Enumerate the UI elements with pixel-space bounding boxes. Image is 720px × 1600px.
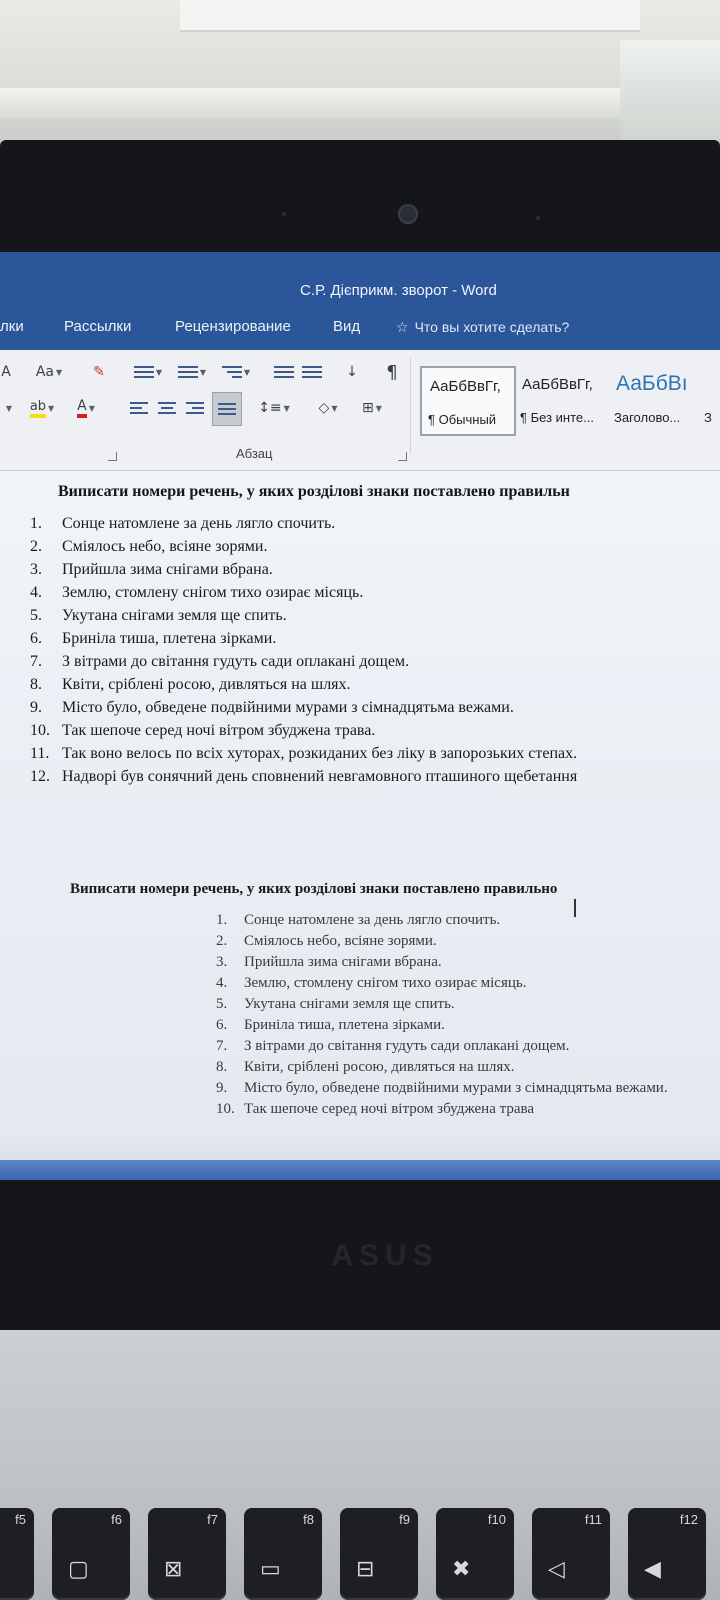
bezel-sensor-dot: [282, 212, 286, 216]
change-case-label: Aa: [35, 364, 54, 380]
function-key-f9[interactable]: [340, 1508, 418, 1600]
list-item: [216, 1101, 720, 1122]
list-item-number: 8.: [30, 676, 42, 693]
list-item-number: 3.: [30, 561, 42, 578]
chevron-down-icon: ▼: [375, 403, 382, 413]
list-item-text: Прийшла зима снігами вбрана.: [62, 561, 273, 578]
list-item-number: 1.: [216, 912, 228, 928]
list-item-text: Місто було, обведене подвійними мурами з сімнадцятьма вежами.: [62, 699, 514, 716]
list-item-number: 6.: [216, 1017, 228, 1033]
styles-gallery: [416, 366, 720, 438]
paragraph-group-label: Абзац: [236, 446, 273, 461]
bullets-button[interactable]: [128, 360, 168, 384]
highlighter-icon: ab: [30, 399, 46, 418]
list-item: [216, 1038, 720, 1059]
key-label: f5: [15, 1512, 26, 1527]
list-item-text: Сміялось небо, всіяне зорями.: [244, 933, 437, 949]
list-item-number: 11.: [30, 745, 50, 762]
list-item-text: Так шепоче серед ночі вітром збуджена трава: [244, 1101, 535, 1117]
tab-review[interactable]: Рецензирование: [175, 318, 291, 335]
chevron-down-icon: ▼: [331, 403, 338, 413]
webcam: [398, 204, 418, 224]
chevron-down-icon: ▼: [56, 367, 63, 377]
style-name: З: [704, 410, 712, 425]
function-key-f8[interactable]: [244, 1508, 322, 1600]
list-item-text: Бриніла тиша, плетена зірками.: [62, 630, 277, 647]
list-item-text: Землю, стомлену снігом тихо озирає місяць.: [244, 975, 527, 991]
list-item-number: 7.: [30, 653, 42, 670]
justify-button[interactable]: [212, 392, 242, 426]
ribbon-home: [0, 350, 720, 471]
paragraph-group-launcher[interactable]: [398, 452, 407, 461]
brand-logo: ASUS: [331, 1239, 439, 1272]
taskbar-edge: [0, 1160, 720, 1180]
lightbulb-icon: ☆: [396, 320, 409, 336]
display-off-icon: ▢: [68, 1557, 89, 1582]
paint-bucket-icon: ◇: [318, 400, 330, 416]
document-title: С.Р. Дієприкм. зворот - Word: [300, 282, 497, 299]
key-label: f8: [303, 1512, 314, 1527]
list-item-text: Прийшла зима снігами вбрана.: [244, 954, 442, 970]
ribbon-tabs: [0, 312, 720, 350]
numbering-icon: [178, 366, 198, 378]
function-key-f5[interactable]: [0, 1508, 34, 1600]
list-item: [216, 954, 720, 975]
function-key-row: [0, 1480, 720, 1600]
list-item-number: 3.: [216, 954, 228, 970]
task-heading-copy: Виписати номери речень, у яких розділові знаки поставлено правильно: [70, 881, 558, 897]
list-item-text: Укутана снігами земля ще спить.: [62, 607, 287, 624]
show-formatting-marks-icon[interactable]: ¶: [386, 361, 398, 383]
font-grow-icon[interactable]: A: [1, 364, 11, 380]
close-box-icon: ⊠: [164, 1557, 183, 1582]
function-key-f7[interactable]: [148, 1508, 226, 1600]
list-item-number: 2.: [216, 933, 228, 949]
list-item: [216, 1080, 720, 1101]
style-name: ¶ Обычный: [428, 412, 497, 427]
tab-links[interactable]: лки: [0, 318, 24, 335]
list-item-number: 12.: [30, 768, 50, 785]
highlight-color-button[interactable]: [22, 396, 62, 420]
font-group-launcher[interactable]: [108, 452, 117, 461]
align-left-button[interactable]: [128, 396, 150, 420]
list-item-text: Землю, стомлену снігом тихо озирає місяць.: [62, 584, 364, 601]
list-item-text: Місто було, обведене подвійними мурами з сімнадцятьма вежами.: [244, 1080, 668, 1096]
tab-view[interactable]: Вид: [333, 318, 361, 335]
background-box: [180, 0, 640, 32]
tell-me-placeholder: Что вы хотите сделать?: [414, 319, 570, 335]
change-case-button[interactable]: [28, 360, 70, 384]
list-item-text: Сміялось небо, всіяне зорями.: [62, 538, 268, 555]
list-item-number: 5.: [30, 607, 42, 624]
list-item-text: З вітрами до світання гудуть сади оплакані дощем.: [244, 1038, 570, 1054]
key-label: f6: [111, 1512, 122, 1527]
style-no-spacing[interactable]: [514, 366, 606, 436]
volume-up-icon: ◀: [644, 1557, 661, 1582]
list-item-number: 1.: [30, 515, 42, 532]
key-label: f9: [399, 1512, 410, 1527]
key-label: f10: [487, 1512, 506, 1527]
touchpad-toggle-icon: ⊟: [356, 1557, 375, 1582]
background-shelf: [0, 88, 720, 118]
style-heading2[interactable]: [698, 366, 720, 436]
chevron-down-icon: ▼: [243, 367, 251, 377]
background-room: [0, 0, 720, 150]
decrease-indent-icon: [274, 366, 294, 378]
list-item: [216, 933, 720, 954]
style-heading1[interactable]: [608, 366, 700, 436]
list-item-text: Надворі був сонячний день сповнений невгамовного пташиного щебетання: [62, 768, 578, 785]
multilevel-list-icon: [222, 366, 242, 378]
style-sample: АаБбВвГг,: [522, 376, 593, 393]
list-item: [216, 996, 720, 1017]
align-right-icon: [186, 402, 204, 414]
align-left-icon: [130, 402, 148, 414]
task-heading: Виписати номери речень, у яких розділові знаки поставлено правильн: [58, 483, 570, 500]
key-label: f11: [584, 1512, 602, 1527]
document-page[interactable]: [0, 471, 720, 1180]
laptop-screen: [0, 252, 720, 1180]
chevron-down-icon: ▼: [48, 403, 55, 413]
chevron-down-icon: ▼: [88, 403, 95, 413]
chevron-down-icon: ▼: [199, 367, 207, 377]
list-item-number: 9.: [30, 699, 42, 716]
projector-icon: ▭: [260, 1557, 281, 1582]
list-item-text: Сонце натомлене за день лягло спочить.: [62, 515, 336, 532]
sort-icon[interactable]: ↓: [346, 364, 358, 380]
list-item: [216, 1059, 720, 1080]
list-item-number: 4.: [30, 584, 42, 601]
list-item-number: 7.: [216, 1038, 228, 1054]
style-name: Заголово...: [614, 410, 681, 425]
key-label: f7: [207, 1512, 218, 1527]
list-item-number: 5.: [216, 996, 228, 1012]
list-item-number: 9.: [216, 1080, 228, 1096]
list-item: [216, 912, 720, 933]
list-item-text: Бриніла тиша, плетена зірками.: [244, 1017, 445, 1033]
list-item-text: Укутана снігами земля ще спить.: [244, 996, 455, 1012]
clear-formatting-icon[interactable]: ✎: [93, 364, 105, 380]
justify-icon: [218, 403, 236, 415]
chevron-down-icon[interactable]: ▼: [5, 403, 13, 413]
borders-button[interactable]: [352, 396, 392, 420]
style-sample: АаБбВı: [616, 372, 688, 395]
style-sample: АаБбВвГг,: [430, 378, 501, 395]
list-item-number: 4.: [216, 975, 228, 991]
font-color-icon: A: [77, 398, 87, 418]
mute-icon: ✖: [452, 1557, 471, 1582]
line-spacing-button[interactable]: [254, 396, 294, 420]
align-right-button[interactable]: [184, 396, 206, 420]
list-item-number: 6.: [30, 630, 42, 647]
list-item-number: 8.: [216, 1059, 228, 1075]
key-label: f12: [679, 1512, 698, 1527]
sentence-list-copy: [216, 912, 720, 1122]
bullets-icon: [134, 366, 154, 378]
list-item: [216, 1017, 720, 1038]
align-center-button[interactable]: [156, 396, 178, 420]
function-key-f12[interactable]: [628, 1508, 706, 1600]
multilevel-list-button[interactable]: [216, 360, 256, 384]
list-item-text: Так шепоче серед ночі вітром збуджена трава.: [62, 722, 376, 739]
align-center-icon: [158, 402, 176, 414]
bezel-sensor-dot: [536, 216, 540, 220]
list-item-text: З вітрами до світання гудуть сади оплакані дощем.: [62, 653, 410, 670]
function-key-f6[interactable]: [52, 1508, 130, 1600]
font-color-button[interactable]: [66, 396, 106, 420]
list-item-text: Так воно велось по всіх хуторах, розкиданих без ліку в запорозьких степах.: [62, 745, 578, 762]
list-item-text: Квіти, сріблені росою, дивляться на шлях.: [62, 676, 351, 693]
laptop-keyboard-deck: [0, 1330, 720, 1600]
function-key-f11[interactable]: [532, 1508, 610, 1600]
borders-icon: ⊞: [362, 400, 374, 416]
list-item-text: Квіти, сріблені росою, дивляться на шлях.: [244, 1059, 515, 1075]
background-window: [620, 40, 720, 140]
function-key-f10[interactable]: [436, 1508, 514, 1600]
chevron-down-icon: ▼: [155, 367, 163, 377]
tab-mailings[interactable]: Рассылки: [64, 318, 132, 335]
shading-button[interactable]: [308, 396, 348, 420]
style-name: ¶ Без инте...: [520, 410, 594, 425]
volume-down-icon: ◁: [548, 1557, 565, 1582]
numbering-button[interactable]: [172, 360, 212, 384]
tell-me-box[interactable]: [396, 319, 569, 336]
list-item: [216, 975, 720, 996]
list-item-number: 2.: [30, 538, 42, 555]
list-item-number: 10.: [30, 722, 50, 739]
list-item-number: 10.: [216, 1101, 235, 1117]
word-titlebar: [0, 252, 720, 312]
ribbon-separator: [410, 358, 411, 454]
list-item-text: Сонце натомлене за день лягло спочить.: [244, 912, 501, 928]
chevron-down-icon: ▼: [283, 403, 290, 413]
increase-indent-icon: [302, 366, 322, 378]
increase-indent-button[interactable]: [300, 360, 324, 384]
style-normal[interactable]: [420, 366, 516, 436]
decrease-indent-button[interactable]: [272, 360, 296, 384]
line-spacing-icon: ↕≡: [258, 400, 282, 416]
